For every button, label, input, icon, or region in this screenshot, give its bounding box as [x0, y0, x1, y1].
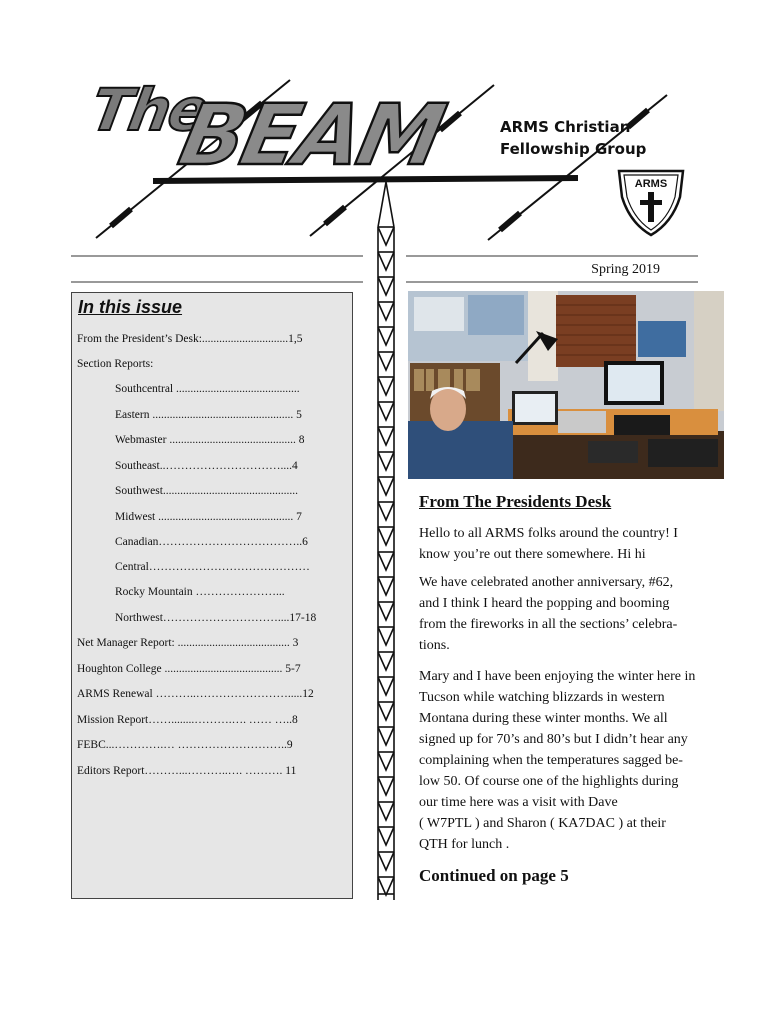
org-line-1: ARMS Christian — [500, 118, 631, 136]
article-paragraph-2 — [419, 572, 721, 656]
logo-beam: BEAM — [171, 86, 451, 184]
text-line: Mary and I have been enjoying the winter here in — [419, 669, 696, 684]
text-line: know you’re out there somewhere. Hi hi — [419, 547, 646, 562]
toc-entry-houghton-college: Houghton College ......................................... 5-7 — [77, 663, 301, 675]
text-line: from the fireworks in all the sections’ celebra- — [419, 617, 678, 632]
text-line: We have celebrated another anniversary, #62, — [419, 575, 674, 590]
toc-entry-arms-renewal: ARMS Renewal ………..…………………….....12 — [77, 688, 314, 700]
issue-date: Spring 2019 — [591, 262, 660, 277]
svg-text:ARMS: ARMS — [634, 178, 668, 190]
text-line: our time here was a visit with Dave — [419, 795, 618, 810]
toc-entry-midwest: Midwest ............................................... 7 — [115, 511, 302, 523]
toc-entry-southwest: Southwest............................................... — [115, 485, 299, 497]
org-line-2: Fellowship Group — [500, 140, 647, 158]
toc-entry-southcentral: Southcentral ........................................... — [115, 383, 300, 395]
text-line: ( W7PTL ) and Sharon ( KA7DAC ) at their — [419, 816, 666, 831]
toc-entry-northwest: Northwest…………………………....17-18 — [115, 612, 317, 624]
text-line: signed up for 70’s and 80’s but I didn’t hear any — [419, 732, 688, 747]
logo-the: The — [86, 76, 213, 144]
toc-entry-southeast: Southeast..…………………………....4 — [115, 460, 298, 472]
arms-shield-emblem — [616, 167, 686, 239]
text-line: and I think I heard the popping and booming — [419, 596, 670, 611]
tower-mast-graphic — [366, 182, 406, 902]
article-paragraph-3 — [419, 666, 721, 855]
toc-entry-rocky-mountain: Rocky Mountain …………………... — [115, 586, 285, 598]
organization-name — [500, 116, 650, 160]
toc-entry-presidents-desk: From the President’s Desk:..............................1,5 — [77, 333, 303, 345]
toc-entry-central: Central…………………………………… — [115, 561, 310, 573]
text-line: tions. — [419, 638, 450, 653]
toc-entry-mission-report: Mission Report……........……….…. …… …..8 — [77, 714, 298, 726]
toc-title: In this issue — [78, 297, 183, 317]
text-line: Hello to all ARMS folks around the country! I — [419, 526, 678, 541]
article-title: From The Presidents Desk — [419, 492, 612, 511]
toc-entry-febc: FEBC...………….… ………………………..9 — [77, 739, 293, 751]
toc-entry-net-manager: Net Manager Report: ....................................... 3 — [77, 637, 299, 649]
toc-entry-editors-report: Editors Report………...………..…. ………. 11 — [77, 765, 297, 777]
text-line: complaining when the temperatures sagged be- — [419, 753, 683, 768]
text-line: Montana during these winter months. We all — [419, 711, 668, 726]
article-paragraph-1 — [419, 523, 721, 565]
toc-entry-webmaster: Webmaster ............................................ 8 — [115, 434, 305, 446]
in-this-issue-box — [71, 292, 353, 899]
toc-entry-eastern: Eastern ................................................. 5 — [115, 409, 302, 421]
continued-on-page: Continued on page 5 — [419, 866, 569, 885]
radio-shack-photo — [408, 291, 724, 479]
text-line: QTH for lunch . — [419, 837, 510, 852]
toc-entry-section-reports: Section Reports: — [77, 358, 154, 370]
text-line: low 50. Of course one of the highlights during — [419, 774, 679, 789]
text-line: Tucson while watching blizzards in western — [419, 690, 665, 705]
toc-entry-canadian: Canadian………………………………..6 — [115, 536, 308, 548]
